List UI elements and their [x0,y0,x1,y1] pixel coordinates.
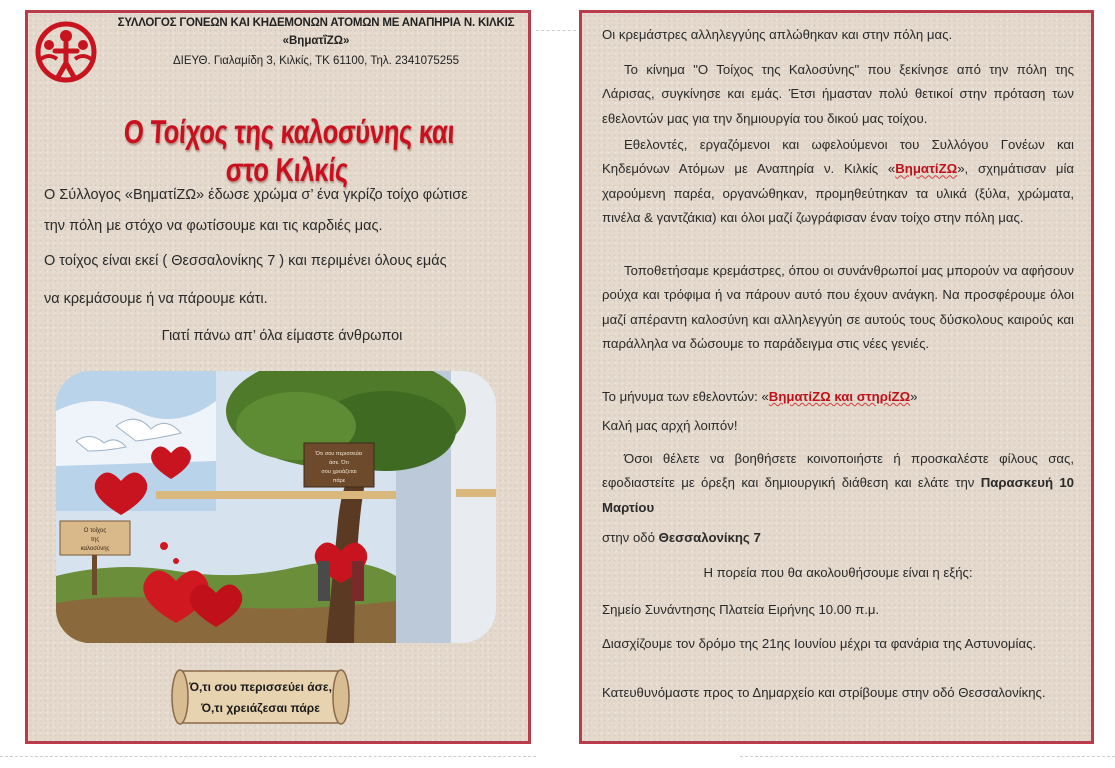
paragraph: Οι κρεμάστρες αλληλεγγύης απλώθηκαν και στην πόλη μας. [602,27,953,42]
paragraph [602,526,1074,550]
left-page [25,10,531,744]
paragraph-text: », σχημάτισαν μία χαρούμενη παρέα, οργανώθηκαν, προμηθεύτηκαν τα υλικά (ξύλα, χρώματα, πινέλα & γαντζάκια) και όλοι μαζί ζωγράφισαν έναν τοίχο στην πόλη μας. [602,161,1074,225]
page-guide-line [740,756,1115,757]
body-line: Ο τοίχος είναι εκεί ( Θεσσαλονίκης 7 ) και περιμένει όλους εμάς [44,253,447,269]
paragraph-text: Όσοι θέλετε να βοηθήσετε κοινοποιήστε ή προσκαλέστε φίλους σας, εφοδιαστείτε με όρεξη και δημιουργική διάθεση και ελάτε την [602,451,1074,491]
association-address: ΔΙΕΥΘ. Γιαλαμίδη 3, Κιλκίς, ΤΚ 61100, Τηλ. 2341075255 [172,55,459,67]
paragraph: Το κίνημα "Ο Τοίχος της Καλοσύνης" που ξεκίνησε από την πόλη της Λάρισας, συγκίνησε και εμάς. Έτσι ήμασταν πολύ θετικοί στην πρόταση των εθελοντών μας για την δημιουργία του δικού μας τοίχου. [602,62,1074,126]
paragraph [602,133,1074,230]
paragraph: Διασχίζουμε τον δρόμο της 21ης Ιουνίου μέχρι τα φανάρια της Αστυνομίας. [602,636,1037,651]
body-line: να κρεμάσουμε ή να πάρουμε κάτι. [44,291,268,307]
event-street: Θεσσαλονίκης 7 [658,530,761,545]
photo-sign-right-text: πάρε [332,478,346,484]
scroll-line: Ό,τι σου περισσεύει άσε, [189,680,332,694]
photo-sign-right-text: Ότι σου περισσεύει [315,451,363,457]
photo-sign-left-text: της [90,537,100,543]
photo-sign-right-text: σου χρειάζεται [321,469,357,475]
wall-photo [56,371,496,643]
body-tagline: Γιατί πάνω απ’ όλα είμαστε άνθρωποι [161,328,403,344]
association-name: ΣΥΛΛΟΓΟΣ ΓΟΝΕΩΝ ΚΑΙ ΚΗΔΕΜΟΝΩΝ ΑΤΟΜΩΝ ΜΕ ΑΝΑΠΗΡΙΑ Ν. ΚΙΛΚΙΣ [117,17,515,29]
event-date: Παρασκευή 10 Μαρτίου [602,475,1074,515]
photo-sign-left-text: Ο τοίχος [83,528,107,534]
paragraph-text: Το μήνυμα των εθελοντών: « [602,389,769,404]
paragraph: Κατευθυνόμαστε προς το Δημαρχείο και στρίβουμε στην οδό Θεσσαλονίκης. [602,685,1046,700]
association-logo [33,19,99,83]
flyer-title: Ο Τοίχος της καλοσύνης και στο Κιλκίς [122,113,456,188]
association-short-name: «ΒηματΐΖΩ» [282,35,350,47]
paragraph [602,447,1074,520]
scroll-line: Ό,τι χρειάζεσαι πάρε [201,701,320,715]
body-line: Ο Σύλλογος «ΒηματίΖΩ» έδωσε χρώμα σ’ ένα γκρίζο τοίχο φώτισε [44,187,468,203]
paragraph-text: στην οδό [602,530,659,545]
photo-sign-right-text: άσε. Ότι [329,460,349,466]
paragraph: Η πορεία που θα ακολουθήσουμε είναι η εξής: [703,565,973,580]
page-guide-line [536,30,576,31]
paragraph: Καλή μας αρχή λοιπόν! [602,418,738,433]
right-page [579,10,1094,744]
paragraph: Τοποθετήσαμε κρεμάστρες, όπου οι συνάνθρωποί μας μπορούν να αφήσουν ρούχα και τρόφιμα ή να πάρουν αυτό που έχουν ανάγκη. Να προσφέρουμε όλοι μαζί απέραντη καλοσύνη και αλληλεγγύη σε αυτούς τους δύσκολους καιρούς και παράλληλα να δώσουμε το παράδειγμα στις νέες γενιές. [602,263,1074,351]
paragraph-text: » [910,389,918,404]
paragraph [602,385,1074,409]
paragraph: Σημείο Συνάντησης Πλατεία Ειρήνης 10.00 π.μ. [602,602,880,617]
body-line: την πόλη με στόχο να φωτίσουμε και τις καρδιές μας. [44,218,383,234]
paragraph-text: Εθελοντές, εργαζόμενοι και ωφελούμενοι του Συλλόγου Γονέων και Κηδεμόνων Ατόμων με Αναπηρία ν. Κιλκίς « [602,137,1074,177]
brand-name: ΒηματίΖΩ [895,161,958,177]
scroll-banner [168,665,353,729]
volunteers-message: ΒηματίΖΩ και στηρίΖΩ [768,389,911,404]
photo-sign-left-text: καλοσύνης [80,546,110,552]
page-guide-line [0,756,536,757]
